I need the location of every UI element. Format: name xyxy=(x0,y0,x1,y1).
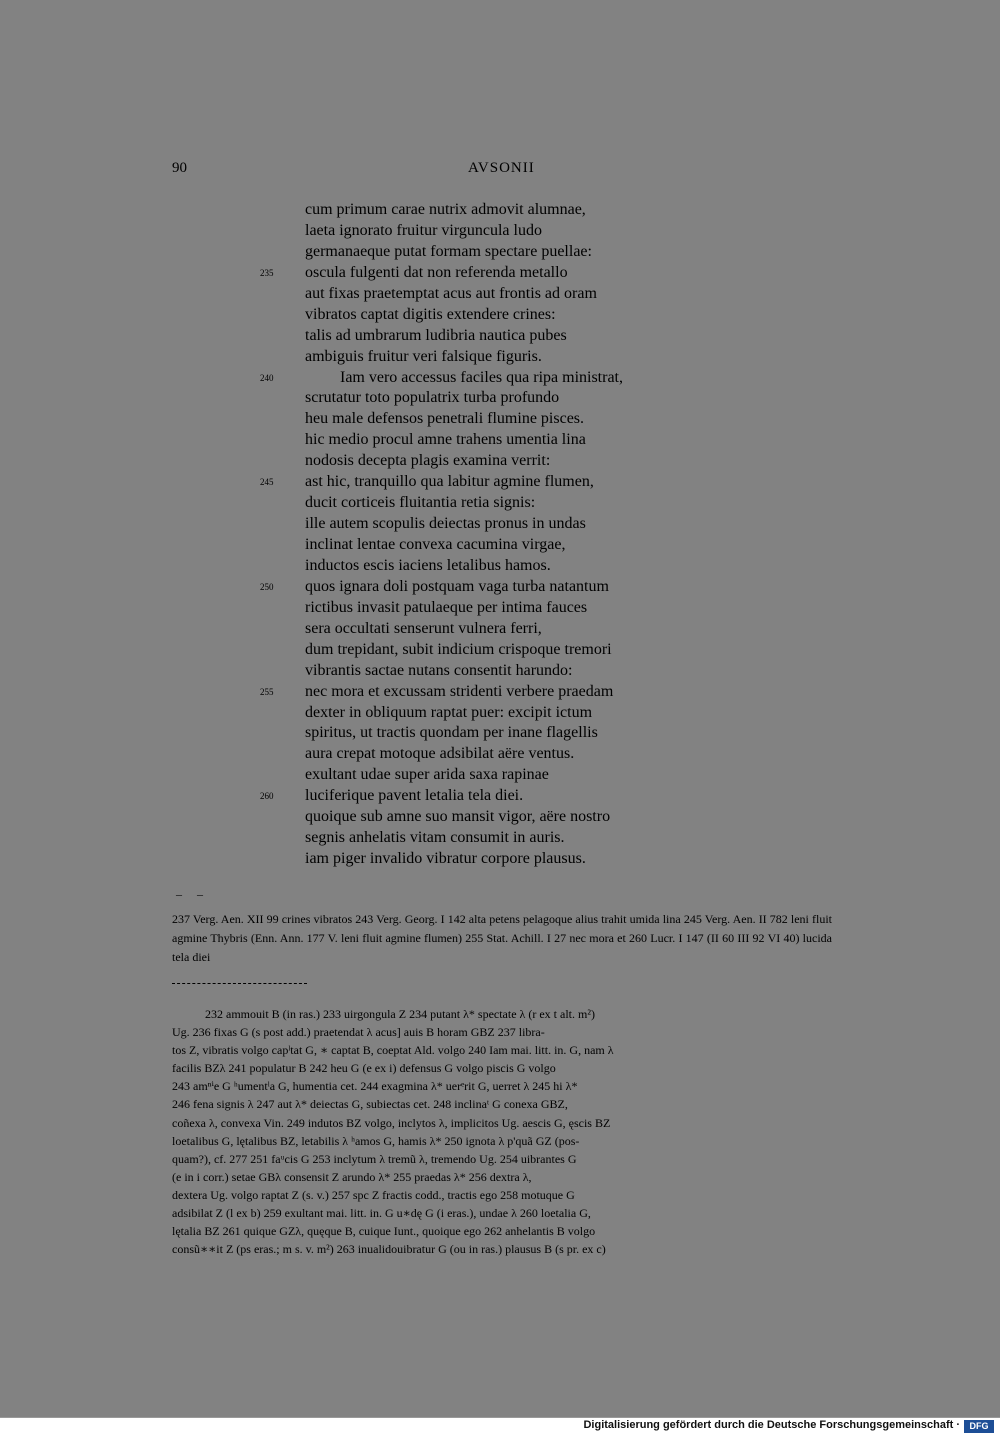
apparatus-line: lętalia BZ 261 quique GZλ, quęque B, cuique Iunt., quoique ego 262 anhelantis B volgo xyxy=(172,1224,596,1239)
verse-line xyxy=(305,326,725,347)
verse-line xyxy=(305,200,725,221)
verse-line xyxy=(305,807,725,828)
verse-line xyxy=(305,451,725,472)
verse-line xyxy=(305,493,725,514)
verse-line xyxy=(305,598,725,619)
verse-text: luciferique pavent letalia tela diei. xyxy=(305,787,524,805)
verse-line xyxy=(305,514,725,535)
apparatus-line: 246 fena signis λ 247 aut λ* deiectas G, subiectas cet. 248 inclinaᵗ G conexa GBZ, xyxy=(172,1097,568,1112)
apparatus-line: dextera Ug. volgo raptat Z (s. v.) 257 spc Z fractis codd., tractis ego 258 motuque G xyxy=(172,1187,575,1202)
apparatus-line: 232 ammouit B (in ras.) 233 uirgongula Z 234 putant λ* spectate λ (r ex t alt. m²) xyxy=(205,1007,595,1021)
verse-line xyxy=(260,786,725,807)
verse-line xyxy=(305,556,725,577)
apparatus-line: 243 amⁿⁱe G ʰumentˡa G, humentia cet. 244 exagmina λ* uerᵉrit G, uerret λ 245 hi λ* xyxy=(172,1079,578,1094)
verse-line xyxy=(305,619,725,640)
verse-line xyxy=(305,242,725,263)
verse-text: laeta ignorato fruitur virguncula ludo xyxy=(305,221,542,239)
line-number: 240 xyxy=(260,372,274,383)
running-head: AVSONII xyxy=(468,160,535,176)
verse-line xyxy=(305,535,725,556)
verse-line xyxy=(305,744,725,765)
apparatus-line: Ug. 236 fixas G (s post add.) praetendat λ acus] auis B horam GBZ 237 libra- xyxy=(172,1025,545,1040)
apparatus-rule xyxy=(172,983,307,984)
verse-text: quos ignara doli postquam vaga turba natantum xyxy=(305,577,609,595)
verse-block xyxy=(260,200,725,870)
verse-line xyxy=(305,221,725,242)
apparatus-line: quam?), cf. 277 251 faᵘcis G 253 inclytum λ tremũ λ, tremendo Ug. 254 uibrantes G xyxy=(172,1151,577,1166)
verse-line xyxy=(260,577,725,598)
verse-text: talis ad umbrarum ludibria nautica pubes xyxy=(305,326,567,344)
footer-bar xyxy=(0,1417,1000,1435)
verse-text: scrutatur toto populatrix turba profundo xyxy=(305,389,560,407)
verse-line xyxy=(305,284,725,305)
verse-text: heu male defensos penetrali flumine pisces. xyxy=(305,410,585,428)
line-number: 250 xyxy=(260,581,274,592)
verse-text: germanaeque putat formam spectare puellae: xyxy=(305,242,592,260)
verse-line xyxy=(305,703,725,724)
apparatus-line: (e in i corr.) setae GBλ consensit Z arundo λ* 255 praedas λ* 256 dextra λ, xyxy=(172,1169,532,1184)
verse-line xyxy=(260,472,725,493)
verse-text: segnis anhelatis vitam consumit in auris. xyxy=(305,829,565,847)
verse-text: cum primum carae nutrix admovit alumnae, xyxy=(305,201,586,218)
verse-line xyxy=(305,765,725,786)
verse-line xyxy=(305,409,725,430)
verse-text: aura crepat motoque adsibilat aëre ventus. xyxy=(305,745,575,763)
verse-text: ducit corticeis fluitantia retia signis: xyxy=(305,494,536,512)
apparatus-line: coñexa λ, convexa Vin. 249 indutos BZ volgo, inclytos λ, implicitos Ug. aescis G, ęscis BZ xyxy=(172,1115,611,1130)
verse-text: exultant udae super arida saxa rapinae xyxy=(305,766,549,784)
verse-text: hic medio procul amne trahens umentia lina xyxy=(305,431,586,449)
verse-text: aut fixas praetemptat acus aut frontis ad oram xyxy=(305,284,597,302)
verse-text: vibrantis sactae nutans consentit harundo: xyxy=(305,661,573,679)
verse-text: Iam vero accessus faciles qua ripa ministrat, xyxy=(340,368,623,386)
apparatus-line: tos Z, vibratis volgo capˡtat G, ∗ captat B, coeptat Ald. volgo 240 Iam mai. litt. in. G, nam λ xyxy=(172,1043,614,1058)
verse-line xyxy=(260,368,725,389)
dfg-logo[interactable]: DFG xyxy=(964,1420,994,1433)
verse-line xyxy=(305,723,725,744)
verse-line xyxy=(305,828,725,849)
verse-text: spiritus, ut tractis quondam per inane flagellis xyxy=(305,724,598,742)
verse-text: sera occultati senserunt vulnera ferri, xyxy=(305,619,542,637)
funding-notice: Digitalisierung gefördert durch die Deutsche Forschungsgemeinschaft · xyxy=(583,1419,960,1431)
verse-text: oscula fulgenti dat non referenda metallo xyxy=(305,263,568,281)
verse-text: nec mora et excussam stridenti verbere praedam xyxy=(305,682,614,700)
separator-mark: – – xyxy=(176,887,209,901)
verse-text: inclinat lentae convexa cacumina virgae, xyxy=(305,536,566,553)
verse-line xyxy=(260,682,725,703)
verse-line xyxy=(305,388,725,409)
verse-line xyxy=(305,849,725,870)
verse-text: inductos escis iaciens letalibus hamos. xyxy=(305,556,551,574)
verse-line xyxy=(305,430,725,451)
apparatus-line: facilis BZλ 241 populatur B 242 heu G (e ex i) defensus G volgo piscis G volgo xyxy=(172,1061,556,1076)
page-number: 90 xyxy=(172,160,187,176)
verse-text: ast hic, tranquillo qua labitur agmine flumen, xyxy=(305,473,594,491)
verse-line xyxy=(305,640,725,661)
verse-text: ambiguis fruitur veri falsique figuris. xyxy=(305,347,542,365)
verse-text: nodosis decepta plagis examina verrit: xyxy=(305,452,551,470)
testimonia-apparatus: 237 Verg. Aen. XII 99 crines vibratos 243 Verg. Georg. I 142 alta petens pelagoque alius trahit umida lina 245 Verg. Aen. II 782 leni fluit agmine Thybris (Enn. Ann. 177 V. leni fluit agmine flumen) 255 Stat. Achill. I 27 nec mora et 260 Lucr. I 147 (II 60 III 92 VI 40) lucida tela diei xyxy=(172,912,832,964)
verse-text: iam piger invalido vibratur corpore plausus. xyxy=(305,850,586,868)
line-number: 245 xyxy=(260,477,274,488)
verse-text: vibratos captat digitis extendere crines: xyxy=(305,305,556,323)
apparatus-line: loetalibus G, lętalibus BZ, letabilis λ ʰamos G, hamis λ* 250 ignota λ p'quã GZ (pos- xyxy=(172,1133,580,1148)
apparatus-line: consũ∗∗it Z (ps eras.; m s. v. m²) 263 inualidouibratur G (ou in ras.) plausus B (s pr. ex c) xyxy=(172,1242,606,1257)
line-number: 255 xyxy=(260,686,274,697)
line-number: 260 xyxy=(260,791,274,802)
verse-text: dexter in obliquum raptat puer: excipit ictum xyxy=(305,703,593,721)
apparatus-line: adsibilat Z (l ex b) 259 exultant mai. litt. in. G u∗dę G (i eras.), undae λ 260 loetalia G, xyxy=(172,1206,591,1221)
line-number: 235 xyxy=(260,267,274,278)
verse-text: ille autem scopulis deiectas pronus in undas xyxy=(305,515,586,533)
critical-apparatus xyxy=(172,1005,832,1258)
verse-text: quoique sub amne suo mansit vigor, aëre nostro xyxy=(305,808,611,826)
verse-line xyxy=(260,263,725,284)
verse-text: rictibus invasit patulaeque per intima fauces xyxy=(305,598,588,616)
verse-line xyxy=(305,661,725,682)
verse-line xyxy=(305,305,725,326)
verse-line xyxy=(305,347,725,368)
verse-text: dum trepidant, subit indicium crispoque tremori xyxy=(305,640,612,658)
